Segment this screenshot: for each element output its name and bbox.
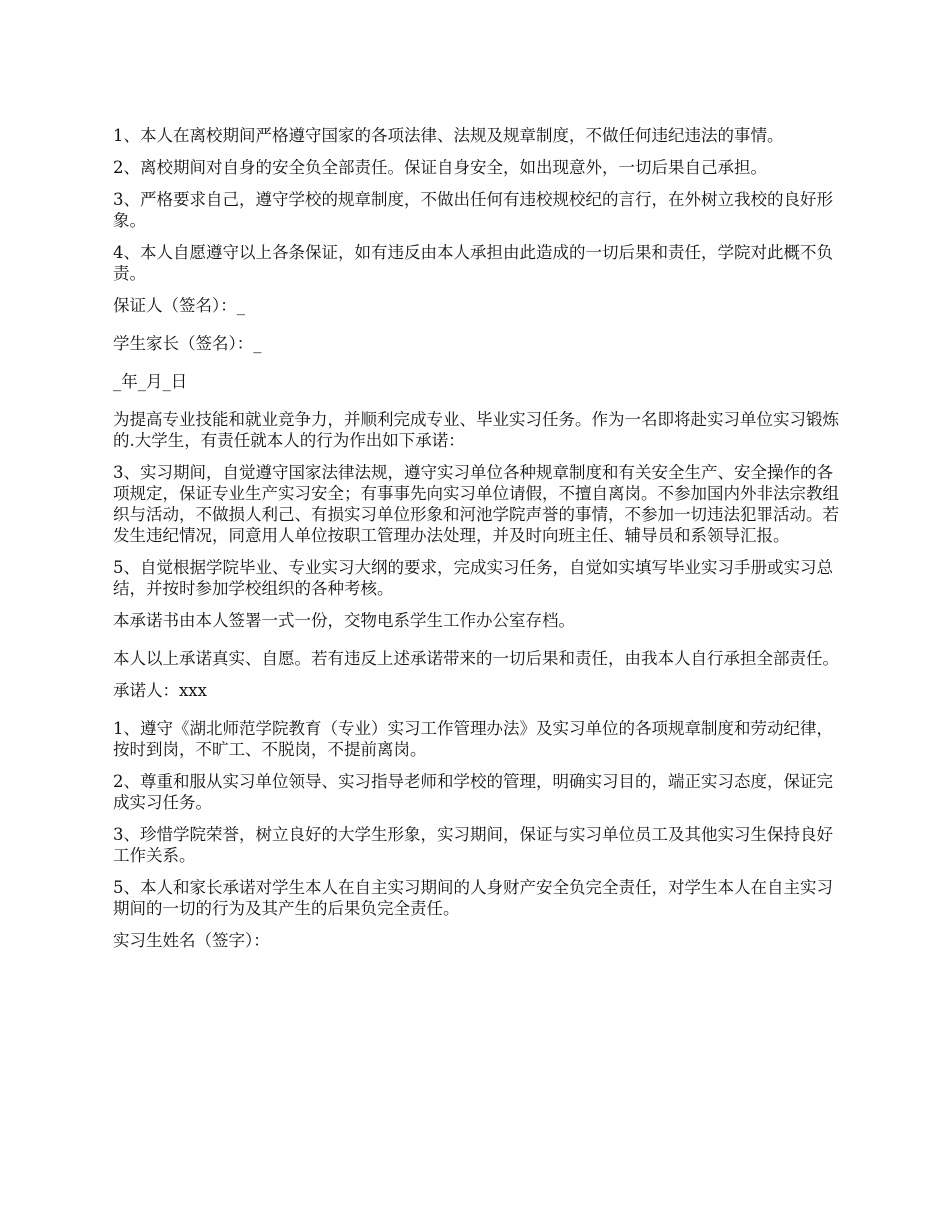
truthfulness-statement: 本人以上承诺真实、自愿。若有违反上述承诺带来的一切后果和责任，由我本人自行承担全部责任。: [113, 649, 839, 668]
parent-signature-line: 学生家长（签名）：_: [113, 334, 262, 353]
commitment-item-5: 5、自觉根据学院毕业、专业实习大纲的要求，完成实习任务，自觉如实填写毕业实习手册或实习总结，并按时参加学校组织的各种考核。: [113, 558, 833, 598]
pledge-item-1: 1、本人在离校期间严格遵守国家的各项法律、法规及规章制度，不做任何违纪违法的事情。: [113, 126, 784, 145]
internship-rule-3: 3、珍惜学院荣誉，树立良好的大学生形象，实习期间，保证与实习单位员工及其他实习生保持良好工作关系。: [113, 825, 833, 865]
date-line: _年_月_日: [113, 372, 188, 391]
commitment-item-3: 3、实习期间，自觉遵守国家法律法规，遵守实习单位各种规章制度和有关安全生产、安全操作的各项规定，保证专业生产实习安全；有事事先向实习单位请假，不擅自离岗。不参加国内外非法宗教组织与活动，不做损人利己、有损实习单位形象和河池学院声誉的事情，不参加一切违法犯罪活动。若发生违纪情况，同意用人单位按职工管理办法处理，并及时向班主任、辅导员和系领导汇报。: [113, 463, 839, 545]
commitment-intro: 为提高专业技能和就业竞争力，并顺利完成专业、毕业实习任务。作为一名即将赴实习单位实习锻炼的.大学生，有责任就本人的行为作出如下承诺：: [113, 410, 839, 450]
promisor-line: 承诺人：xxx: [113, 681, 207, 700]
intern-signature-line: 实习生姓名（签字）：: [113, 931, 270, 950]
internship-rule-5: 5、本人和家长承诺对学生本人在自主实习期间的人身财产安全负完全责任，对学生本人在自主实习期间的一切的行为及其产生的后果负完全责任。: [113, 878, 833, 918]
internship-rule-1: 1、遵守《湖北师范学院教育（专业）实习工作管理办法》及实习单位的各项规章制度和劳动纪律，按时到岗，不旷工、不脱岗，不提前离岗。: [113, 719, 833, 759]
archive-note: 本承诺书由本人签署一式一份，交物电系学生工作办公室存档。: [113, 611, 575, 630]
pledge-item-3: 3、严格要求自己，遵守学校的规章制度，不做出任何有违校规校纪的言行，在外树立我校的良好形象。: [113, 190, 833, 230]
pledge-item-2: 2、离校期间对自身的安全负全部责任。保证自身安全，如出现意外，一切后果自己承担。: [113, 158, 767, 177]
internship-rule-2: 2、尊重和服从实习单位领导、实习指导老师和学校的管理，明确实习目的，端正实习态度，保证完成实习任务。: [113, 772, 833, 812]
document-body: [113, 125, 840, 968]
pledge-item-4: 4、本人自愿遵守以上各条保证，如有违反由本人承担由此造成的一切后果和责任，学院对此概不负责。: [113, 243, 833, 283]
guarantor-signature-line: 保证人（签名）：_: [113, 296, 245, 315]
